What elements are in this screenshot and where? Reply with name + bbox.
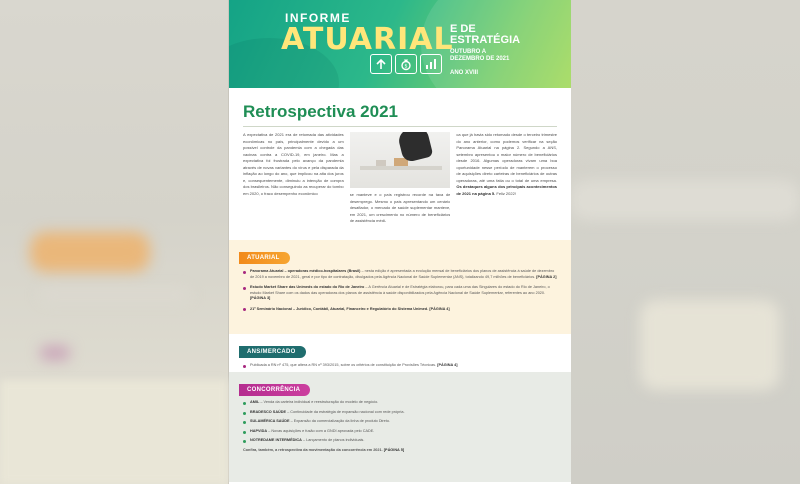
page-ref: [PÁGINA 2] — [536, 274, 557, 279]
money-bag-icon — [395, 54, 417, 74]
header-informe: INFORME — [285, 11, 351, 25]
header-period-line2: DEZEMBRO DE 2021 — [450, 56, 510, 62]
list-item-text — [250, 363, 458, 369]
section-label-atuarial: ATUARIAL — [239, 252, 290, 264]
list-item-text — [250, 429, 374, 435]
competitor-name: AMIL — [250, 400, 260, 404]
bullet-icon — [243, 365, 246, 368]
svg-text:$: $ — [404, 63, 408, 70]
list-item — [243, 429, 557, 435]
list-item-text — [250, 400, 378, 406]
backdrop-blur-line — [40, 288, 190, 302]
article-column-3 — [456, 132, 557, 240]
section-label-ans: ANS/MERCADO — [239, 346, 306, 358]
newsletter-page — [229, 0, 571, 484]
item-body: – Lançamento de planos individuais. — [301, 438, 365, 442]
page-ref: [PÁGINA 3] — [250, 296, 271, 300]
header-atuarial: ATUARIAL — [281, 22, 454, 57]
header-ano: ANO XVIII — [450, 70, 479, 76]
article-text: ca que já havia sido retomado desde o terceiro trimestre do ano anterior, como podemos verificar na seção Panorama Atuarial na página 2. Segundo a ANS, setembro apresentou o maior número de beneficiários desde 2016. Algumas operadoras vivam uma boa oportunidade nesse período de manterem o processo de aquisições direto carteiras de beneficiários de outras operadoras, até uma fatia ou o total de uma empresa. — [456, 132, 558, 183]
list-item-text — [250, 285, 557, 302]
article-column-2 — [350, 132, 451, 240]
page-ref: [PÁGINA 4] — [429, 306, 450, 311]
header-e-de: E DE — [450, 23, 476, 35]
section-ans-mercado — [229, 334, 571, 372]
list-item-text — [250, 438, 364, 444]
item-body: Publicada a RN nº 475, que altera a RN nº 393/2015, sobre os critérios de constituição de Provisões Técnicas. — [250, 363, 437, 367]
newsletter-header — [229, 0, 571, 88]
competitor-name: BRADESCO SAÚDE — [250, 409, 287, 414]
list-item — [243, 419, 557, 425]
list-item-text — [250, 269, 557, 280]
article-title: Retrospectiva 2021 — [243, 102, 398, 121]
header-estrategia: ESTRATÉGIA — [450, 34, 521, 46]
bullet-icon — [243, 440, 246, 443]
article-paragraph — [456, 132, 557, 197]
article-columns — [243, 132, 557, 240]
backdrop-blur-bottom — [0, 380, 228, 484]
title-divider — [243, 126, 557, 127]
list-item-text — [250, 419, 390, 425]
section-label-concorrencia: CONCORRÊNCIA — [239, 384, 310, 396]
article-paragraph: se manteve e o país registrou recorde na taxa de desemprego. Mesmo o país apresentando um cenário desafiador, o mercado de saúde suplementar manteve, em 2021, um crescimento no número de beneficiários de assistência médi- — [349, 192, 451, 223]
newsletter-body — [229, 102, 571, 482]
bullet-icon — [243, 431, 246, 434]
page-ref: [PÁGINA 5] — [383, 447, 405, 452]
item-body: – Expansão da comercialização da linha de produto Direto. — [289, 419, 390, 423]
article-photo — [350, 132, 451, 188]
list-item — [243, 438, 557, 444]
list-item-text — [250, 307, 450, 313]
header-period-line1: OUTUBRO A — [450, 49, 487, 55]
bullet-icon — [243, 287, 246, 290]
item-body: – nesta edição é apresentada a evolução mensal de beneficiários dos planos de assistência à saúde de dezembro de 2019 a novembro de 2021, geral e por tipo de contratação, divulgados pela Agência Nacional de Saúde Suplementar (ANS), totalizando 49,7 milhões de beneficiários. — [250, 269, 555, 279]
article-highlight: Os destaques alguns dos principais acontecimentos de 2021 na página 5. — [456, 184, 558, 196]
article-paragraph: A expectativa de 2021 era de retomada das atividades econômicas no país, principalmente devido a um possível controle da pandemia com a chegada das vacinas contra a COVID-19, em janeiro. Mas a expectativa foi frustrada pelo avanço da pandemia através de novas variantes do vírus e pela disparada da inflação ao longo do ano, que implicou na alta dos juros e, consequentemente, diminuiu a intenção de compra dos brasileiros. Não conseguindo as recuperar do tombo em 2020, o fraco desempenho econômico — [243, 132, 344, 196]
competitor-name: HAPVIDA — [250, 428, 268, 433]
section-concorrencia — [229, 372, 571, 482]
bar-chart-icon — [420, 54, 442, 74]
competitor-name: SULAMÉRICA SAÚDE — [250, 419, 290, 423]
list-item — [243, 400, 557, 406]
section-closing — [243, 448, 557, 452]
bullet-icon — [243, 271, 246, 274]
bullet-icon — [243, 421, 246, 424]
bullet-icon — [243, 412, 246, 415]
growth-arrow-icon — [370, 54, 392, 74]
backdrop-blur-orange — [30, 232, 150, 272]
list-item-text — [250, 410, 405, 416]
item-title: 21º Seminário Nacional – Jurídico, Contábil, Atuarial, Financeiro e Regulatório do Sistema Unimed. — [250, 306, 429, 311]
item-body: – A Gerência Atuarial e de Estratégia elaborou, para cada uma das Singulares do estado do Rio de Janeiro, o estudo Market Share com os dados das operadoras dos planos de assistência à saúde disponibilizados pela Agência Nacional de Saúde Suplementar, referentes ao ano 2020. — [250, 285, 550, 295]
closing-text: Confira, também, a retrospectiva da movimentação da concorrência em 2021. — [243, 447, 383, 452]
backdrop-blur-magenta — [40, 346, 70, 360]
item-title: Estudo Market Share das Unimeds do estado do Rio de Janeiro — [250, 285, 365, 289]
backdrop-blur-right — [640, 300, 780, 390]
article-column-1 — [243, 132, 344, 240]
list-item — [243, 307, 557, 313]
item-title: Panorama Atuarial – operadoras médico-hospitalares (Brasil) — [250, 269, 361, 273]
header-subtitle — [450, 24, 520, 46]
header-icons — [370, 54, 442, 74]
bullet-icon — [243, 308, 246, 311]
backdrop-blur-band — [570, 180, 800, 220]
article-signoff: Feliz 2022! — [496, 190, 516, 196]
photo-bar — [360, 166, 442, 170]
photo-block — [376, 160, 386, 166]
bullet-icon — [243, 402, 246, 405]
page-ref: [PÁGINA 4] — [437, 363, 458, 367]
list-item — [243, 363, 557, 369]
list-item — [243, 410, 557, 416]
list-item — [243, 285, 557, 302]
header-period — [450, 49, 520, 63]
backdrop-right — [570, 0, 800, 484]
section-atuarial — [229, 240, 571, 334]
competitor-name: NOTREDAME INTERMÉDICA — [250, 438, 302, 442]
item-body: – Venda da carteira individual e reestruturação do modelo de negócio. — [259, 400, 379, 404]
list-item — [243, 269, 557, 280]
item-body: – Novas aquisições e fusão com a GNDI aprovada pelo CADE. — [267, 428, 375, 433]
item-body: – Continuidade da estratégia de expansão nacional com rede própria. — [286, 409, 405, 414]
